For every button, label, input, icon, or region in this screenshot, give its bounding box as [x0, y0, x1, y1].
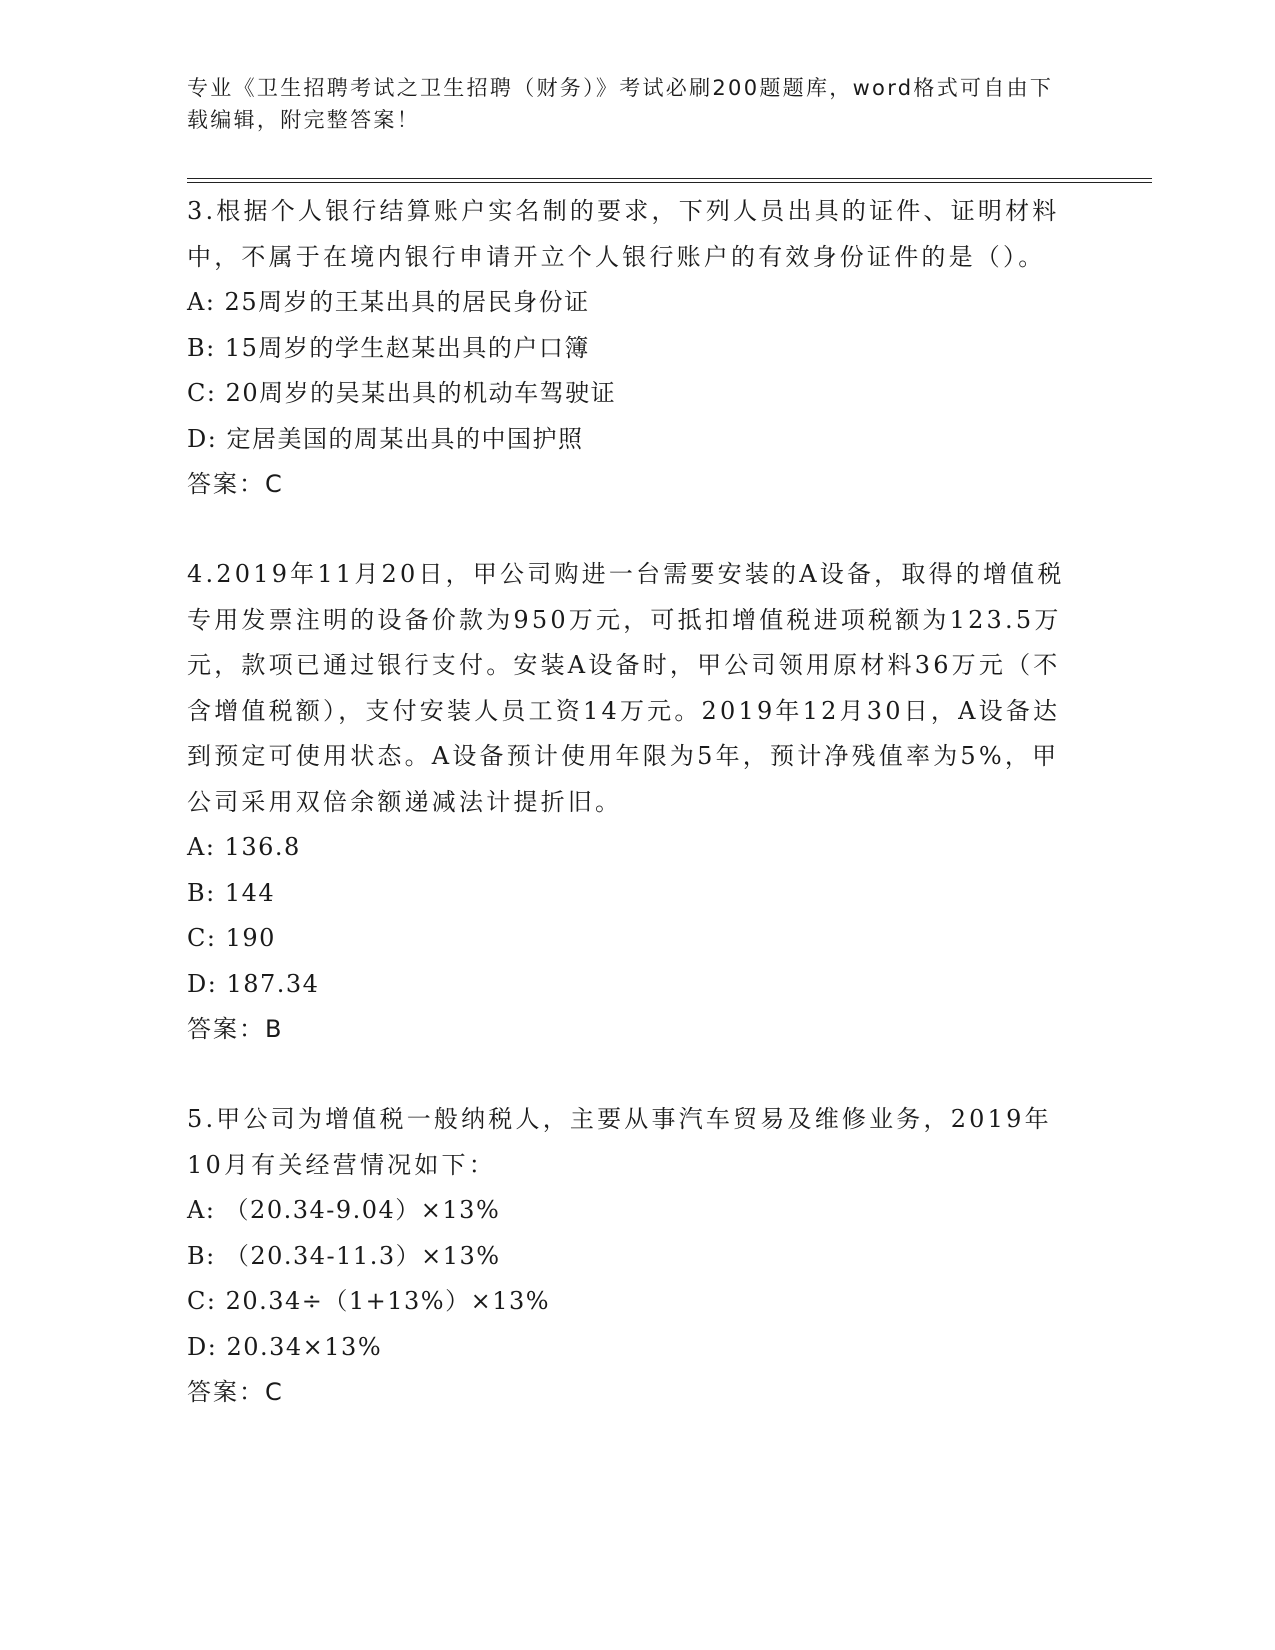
question-stem: 5.甲公司为增值税一般纳税人，主要从事汽车贸易及维修业务，2019年10月有关经营情况如下：	[187, 1105, 1052, 1179]
option-c: C: 190	[187, 924, 276, 952]
option-d: D: 187.34	[187, 969, 320, 998]
option-b: B: 144	[187, 878, 276, 907]
question-stem: 3.根据个人银行结算账户实名制的要求，下列人员出具的证件、证明材料中，不属于在境内银行申请开立个人银行账户的有效身份证件的是（）。	[187, 197, 1060, 271]
question-3	[187, 189, 1087, 507]
option-a: A: 136.8	[187, 833, 301, 861]
answer-line: 答案：C	[187, 1378, 284, 1406]
option-c: C: 20周岁的吴某出具的机动车驾驶证	[187, 379, 617, 407]
document-header: 专业《卫生招聘考试之卫生招聘（财务）》考试必刷200题题库，word格式可自由下载编辑，附完整答案！	[187, 76, 1054, 132]
answer-line: 答案：B	[187, 1015, 284, 1043]
document-page	[187, 72, 1087, 136]
option-b: B: 15周岁的学生赵某出具的户口簿	[187, 333, 590, 362]
question-5	[187, 1097, 1087, 1415]
question-4	[187, 552, 1087, 1052]
option-b: B: （20.34-11.3）×13%	[187, 1241, 501, 1270]
option-a: A: 25周岁的王某出具的居民身份证	[187, 288, 590, 316]
question-stem: 4.2019年11月20日，甲公司购进一台需要安装的A设备，取得的增值税专用发票注明的设备价款为950万元，可抵扣增值税进项税额为123.5万元，款项已通过银行支付。安装A设备时，甲公司领用原材料36万元（不含增值税额），支付安装人员工资14万元。2019年12月30日，A设备达到预定可使用状态。A设备预计使用年限为5年，预计净残值率为5%，甲公司采用双倍余额递减法计提折旧。	[187, 560, 1065, 816]
option-d: D: 定居美国的周某出具的中国护照	[187, 424, 584, 453]
header-divider	[187, 178, 1152, 183]
option-a: A: （20.34-9.04）×13%	[187, 1196, 501, 1224]
question-list	[187, 189, 1087, 1415]
option-d: D: 20.34×13%	[187, 1332, 383, 1361]
answer-line: 答案：C	[187, 470, 284, 498]
option-c: C: 20.34÷（1+13%）×13%	[187, 1287, 551, 1315]
